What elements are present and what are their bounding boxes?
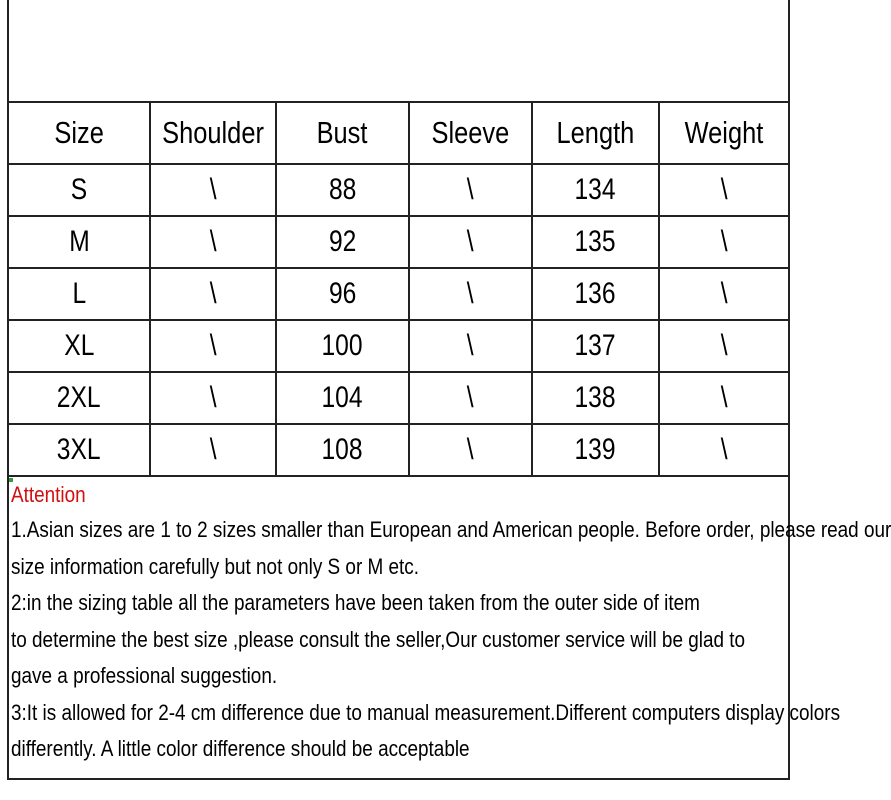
cell-shoulder: \ <box>150 424 276 476</box>
cell-weight: \ <box>659 268 788 320</box>
header-bust: Bust <box>276 103 409 164</box>
cell-weight: \ <box>659 164 788 216</box>
note-line: to determine the best size ,please consult the seller,Our customer service will be glad to <box>11 626 746 652</box>
cell-bust: 96 <box>276 268 409 320</box>
cell-bust: 92 <box>276 216 409 268</box>
cell-weight: \ <box>659 424 788 476</box>
cell-weight: \ <box>659 320 788 372</box>
table-row <box>9 372 788 424</box>
header-size: Size <box>9 103 150 164</box>
cell-size: 3XL <box>9 424 150 476</box>
header-sleeve: Sleeve <box>409 103 532 164</box>
table-row <box>9 424 788 476</box>
header-shoulder: Shoulder <box>150 103 276 164</box>
cell-length: 137 <box>532 320 659 372</box>
cell-length: 136 <box>532 268 659 320</box>
note-line: 3:It is allowed for 2-4 cm difference due to manual measurement.Different computers display colors <box>11 699 841 725</box>
cell-bust: 108 <box>276 424 409 476</box>
cell-length: 134 <box>532 164 659 216</box>
notes-section <box>11 478 891 768</box>
note-line: differently. A little color difference should be acceptable <box>11 736 470 761</box>
header-weight: Weight <box>659 103 788 164</box>
cell-bust: 100 <box>276 320 409 372</box>
cell-weight: \ <box>659 372 788 424</box>
header-length: Length <box>532 103 659 164</box>
cell-sleeve: \ <box>409 320 532 372</box>
cell-sleeve: \ <box>409 164 532 216</box>
table-header-row <box>9 103 788 164</box>
cell-bust: 104 <box>276 372 409 424</box>
note-line: gave a professional suggestion. <box>11 663 278 688</box>
blank-header-area <box>9 0 788 103</box>
table-row <box>9 216 788 268</box>
size-chart-frame <box>7 0 891 780</box>
cell-sleeve: \ <box>409 372 532 424</box>
note-line: size information carefully but not only S or M etc. <box>11 553 420 579</box>
cell-sleeve: \ <box>409 216 532 268</box>
cell-bust: 88 <box>276 164 409 216</box>
cell-size: XL <box>9 320 150 372</box>
cell-size: L <box>9 268 150 320</box>
cell-shoulder: \ <box>150 320 276 372</box>
cell-length: 139 <box>532 424 659 476</box>
size-table <box>9 103 788 477</box>
cell-weight: \ <box>659 216 788 268</box>
cell-sleeve: \ <box>409 268 532 320</box>
cell-length: 135 <box>532 216 659 268</box>
cell-sleeve: \ <box>409 424 532 476</box>
cell-length: 138 <box>532 372 659 424</box>
note-line: 2:in the sizing table all the parameters have been taken from the outer side of item <box>11 590 700 615</box>
note-line: 1.Asian sizes are 1 to 2 sizes smaller than European and American people. Before order, please read our <box>11 517 891 542</box>
table-row <box>9 320 788 372</box>
cell-shoulder: \ <box>150 164 276 216</box>
cell-shoulder: \ <box>150 372 276 424</box>
table-row <box>9 268 788 320</box>
table-row <box>9 164 788 216</box>
cell-shoulder: \ <box>150 268 276 320</box>
attention-heading: Attention <box>11 482 86 507</box>
cell-shoulder: \ <box>150 216 276 268</box>
cell-size: 2XL <box>9 372 150 424</box>
cell-size: M <box>9 216 150 268</box>
cell-size: S <box>9 164 150 216</box>
